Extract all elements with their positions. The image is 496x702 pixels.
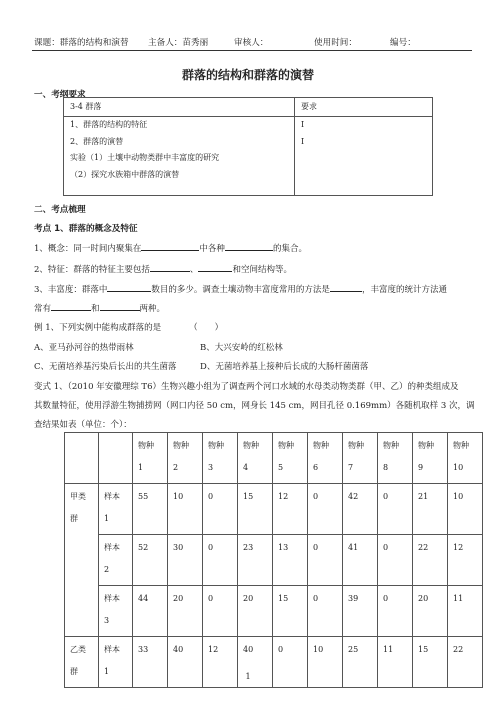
species-header-line: 2: [173, 463, 179, 472]
value-cell: 21: [413, 484, 448, 535]
species-header: [448, 433, 483, 484]
species-header: [133, 433, 168, 484]
value-cell: 42: [343, 484, 378, 535]
value-cell: 11: [378, 637, 413, 688]
fill-blank[interactable]: [107, 282, 151, 292]
syllabus-table: [63, 97, 433, 196]
survey-table: [64, 432, 483, 688]
sample-label-line: 样本: [104, 543, 120, 552]
group-label: [65, 484, 99, 637]
sample-label: [99, 535, 133, 586]
fill-blank[interactable]: [100, 301, 140, 311]
option-a[interactable]: A、亚马孙河谷的热带雨林: [34, 343, 134, 353]
sample-label-line: 1: [104, 667, 110, 676]
sample-label: [99, 484, 133, 535]
syllabus-row: 1、群落的结构的特征: [70, 120, 148, 129]
question-2: 2、特征：群落的特征主要包括 、 和空间结构等。: [34, 262, 292, 275]
table-row: [65, 535, 483, 586]
species-header-line: 物种: [383, 441, 399, 450]
page-number: 1: [245, 672, 251, 681]
species-header-line: 8: [383, 463, 389, 472]
value-cell: 52: [133, 535, 168, 586]
page-header: [32, 34, 472, 51]
species-header-line: 3: [208, 463, 214, 472]
syllabus-head-right: 要求: [295, 98, 433, 117]
group-label-line: 乙类: [70, 645, 86, 654]
species-header-line: 物种: [138, 441, 154, 450]
species-header: [308, 433, 343, 484]
value-cell: 20: [413, 586, 448, 637]
species-header-line: 1: [138, 463, 144, 472]
syllabus-mark: Ⅰ: [301, 136, 305, 146]
species-header: [413, 433, 448, 484]
fill-blank[interactable]: [141, 241, 199, 251]
value-cell: 0: [203, 586, 238, 637]
fill-blank[interactable]: [330, 282, 362, 292]
value-cell: 55: [133, 484, 168, 535]
page-title: 群落的结构和群落的演替: [181, 68, 314, 82]
sample-label-line: 1: [104, 514, 110, 523]
species-header-line: 物种: [418, 441, 434, 450]
sample-label-line: 2: [104, 565, 110, 574]
species-header: [378, 433, 413, 484]
value-cell: 44: [133, 586, 168, 637]
value-cell: 10: [448, 484, 483, 535]
value-cell: 0: [378, 484, 413, 535]
value-cell: 15: [413, 637, 448, 688]
question-3: 3、丰富度：群落中 数目的多少。调查土壤动物丰富度常用的方法是 ，丰富度的统计方法通: [34, 282, 447, 295]
sample-label-line: 样本: [104, 645, 120, 654]
value-cell: 40: [168, 637, 203, 688]
species-header-line: 7: [348, 463, 354, 472]
value-cell: 22: [413, 535, 448, 586]
species-header: [168, 433, 203, 484]
species-header-line: 4: [243, 463, 249, 472]
species-header: [203, 433, 238, 484]
species-header-line: 物种: [313, 441, 329, 450]
variant-line-2: 其数量特征，使用浮游生物捕捞网（网口内径 50 cm，网身长 145 cm，网目孔径 0.169mm）各随机取样 3 次，调: [34, 401, 475, 411]
question-3-cont: 常有 和 两种。: [34, 301, 165, 314]
species-header-line: 物种: [348, 441, 364, 450]
species-header-line: 物种: [173, 441, 189, 450]
value-cell: 12: [448, 535, 483, 586]
variant-line-1: 变式 1、（2010 年安徽理综 T6）生物兴趣小组为了调查两个河口水域的水母类动物类群（甲、乙）的种类组成及: [34, 382, 459, 392]
species-header-line: 5: [278, 463, 284, 472]
variant-line-3: 查结果如表（单位：个）：: [34, 420, 132, 430]
question-1: 1、概念：同一时间内聚集在 中各种 的集合。: [34, 241, 307, 254]
value-cell: 11: [448, 586, 483, 637]
header-number: 编号：: [390, 38, 416, 48]
value-cell: 22: [448, 637, 483, 688]
section-syllabus-heading: 一、考纲要求: [34, 90, 86, 100]
species-header-line: 物种: [243, 441, 259, 450]
header-lead: 主备人：苗秀丽: [148, 38, 209, 48]
syllabus-row: （2）探究水族箱中群落的演替: [70, 169, 180, 179]
example-1-question: 例 1、下列实例中能构成群落的是 （ ）: [34, 323, 224, 333]
species-header-line: 物种: [453, 441, 469, 450]
header-usetime: 使用时间：: [314, 38, 357, 48]
species-header: [273, 433, 308, 484]
species-header: [238, 433, 273, 484]
value-cell: 39: [343, 586, 378, 637]
point1-heading: 考点 1、群落的概念及特征: [34, 224, 138, 234]
value-cell: 0: [203, 535, 238, 586]
option-d[interactable]: D、无菌培养基上接种后长成的大肠杆菌菌落: [200, 362, 369, 372]
species-header-line: 物种: [208, 441, 224, 450]
syllabus-row: 实验（1）土壤中动物类群中丰富度的研究: [70, 153, 220, 162]
species-header-line: 9: [418, 463, 424, 472]
fill-blank[interactable]: [51, 301, 91, 311]
section-review-heading: 二、考点梳理: [34, 205, 86, 215]
species-header-line: 物种: [278, 441, 294, 450]
value-cell: 10: [168, 484, 203, 535]
species-header: [343, 433, 378, 484]
value-cell: 0: [378, 586, 413, 637]
value-cell: 13: [273, 535, 308, 586]
value-cell: 0: [203, 484, 238, 535]
group-label-line: 群: [70, 667, 78, 676]
table-row: [65, 484, 483, 535]
sample-label-line: 样本: [104, 492, 120, 501]
table-row: [65, 433, 483, 484]
header-course: 课题：群落的结构和演替: [34, 38, 129, 48]
option-b[interactable]: B、大兴安岭的红松林: [200, 343, 283, 353]
value-cell: 12: [273, 484, 308, 535]
syllabus-row: 2、群落的演替: [70, 136, 124, 146]
option-c[interactable]: C、无菌培养基污染后长出的共生菌落: [34, 362, 177, 372]
value-cell: 20: [168, 586, 203, 637]
value-cell: 0: [308, 535, 343, 586]
species-header-line: 10: [453, 463, 464, 472]
fill-blank[interactable]: [150, 262, 190, 272]
value-cell: 12: [203, 637, 238, 688]
sample-label: [99, 586, 133, 637]
species-header-line: 6: [313, 463, 319, 472]
value-cell: 15: [273, 586, 308, 637]
value-cell: 41: [343, 535, 378, 586]
example-1-options-cd: [34, 360, 369, 372]
fill-blank[interactable]: [225, 241, 273, 251]
value-cell: 15: [238, 484, 273, 535]
corner-cell: [65, 433, 99, 484]
corner-cell: [99, 433, 133, 484]
table-row: [65, 586, 483, 637]
value-cell: 30: [168, 535, 203, 586]
example-1-options-ab: [34, 341, 283, 353]
header-reviewer: 审核人：: [234, 38, 269, 48]
value-cell: 33: [133, 637, 168, 688]
sample-label-line: 3: [104, 616, 110, 625]
value-cell: 0: [378, 535, 413, 586]
syllabus-mark: Ⅰ: [301, 120, 305, 129]
value-cell: 25: [343, 637, 378, 688]
value-cell: 40: [238, 637, 273, 688]
fill-blank[interactable]: [198, 262, 232, 272]
value-cell: 0: [308, 484, 343, 535]
group-label-line: 甲类: [70, 492, 86, 501]
value-cell: 10: [308, 637, 343, 688]
syllabus-head-left: 3-4 群落: [64, 98, 295, 117]
value-cell: 20: [238, 586, 273, 637]
value-cell: 0: [273, 637, 308, 688]
group-label-line: 群: [70, 514, 78, 523]
value-cell: 0: [308, 586, 343, 637]
value-cell: 23: [238, 535, 273, 586]
sample-label-line: 样本: [104, 594, 120, 603]
